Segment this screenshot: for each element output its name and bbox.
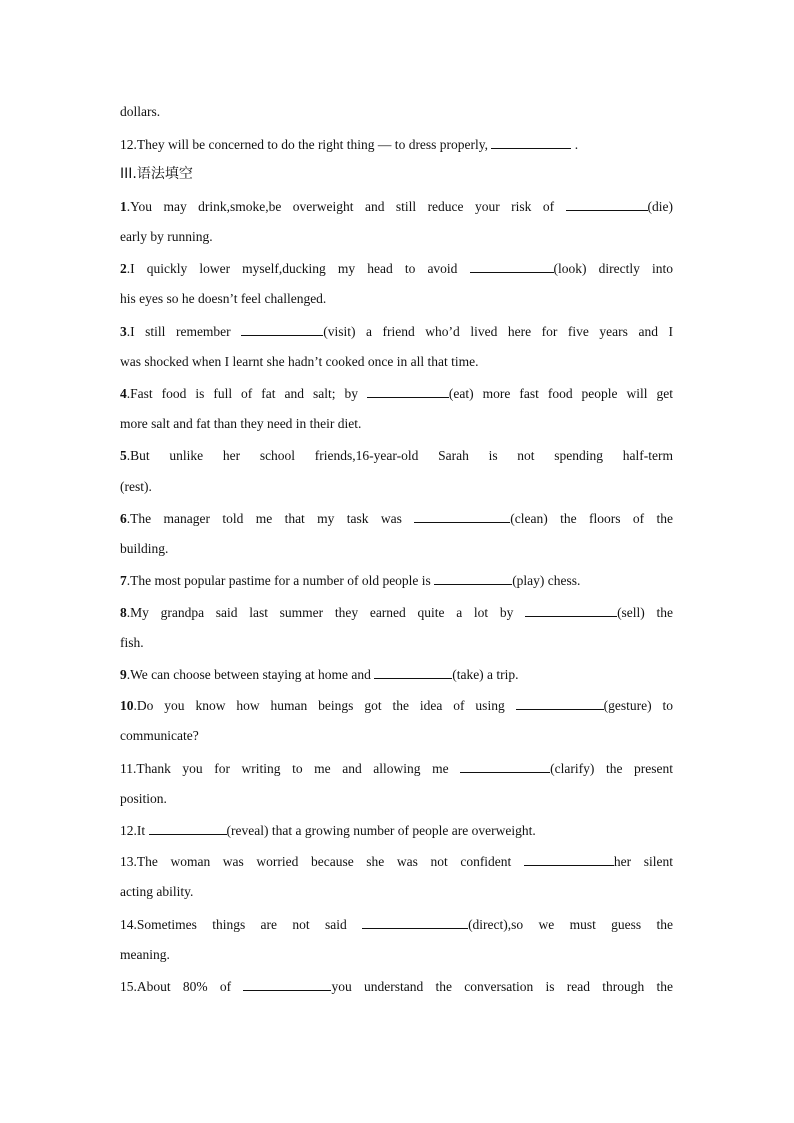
question-8-continuation: fish. <box>120 635 144 650</box>
question-6: 6.The manager told me that my task was (clean) the floors of the <box>120 508 673 529</box>
question-4: 4.Fast food is full of fat and salt; by (eat) more fast food people will get <box>120 383 673 404</box>
answer-blank[interactable] <box>566 196 648 211</box>
answer-blank[interactable] <box>241 321 323 336</box>
question-14-continuation: meaning. <box>120 947 170 962</box>
question-1-continuation: early by running. <box>120 229 213 244</box>
question-15: 15.About 80% of you understand the conversation is read through the <box>120 976 673 997</box>
question-11: 11.Thank you for writing to me and allowing me (clarify) the present <box>120 758 673 779</box>
answer-blank[interactable] <box>149 820 227 835</box>
question-12: 12.It (reveal) that a growing number of people are overweight. <box>120 820 673 841</box>
question-8: 8.My grandpa said last summer they earned quite a lot by (sell) the <box>120 602 673 623</box>
question-13-continuation: acting ability. <box>120 884 194 899</box>
question-13: 13.The woman was worried because she was not confident her silent <box>120 851 673 872</box>
section-heading: III.语法填空 <box>120 166 193 182</box>
question-5-continuation: (rest). <box>120 479 152 494</box>
question-14: 14.Sometimes things are not said (direct),so we must guess the <box>120 914 673 935</box>
answer-blank[interactable] <box>374 664 452 679</box>
question-2-continuation: his eyes so he doesn’t feel challenged. <box>120 291 327 306</box>
answer-blank[interactable] <box>243 976 331 991</box>
answer-blank[interactable] <box>414 508 510 523</box>
question-11-continuation: position. <box>120 791 167 806</box>
answer-blank[interactable] <box>460 758 550 773</box>
question-3: 3.I still remember (visit) a friend who’d lived here for five years and I <box>120 321 673 342</box>
question-1: 1.You may drink,smoke,be overweight and still reduce your risk of (die) <box>120 196 673 217</box>
answer-blank[interactable] <box>367 383 449 398</box>
question-10-continuation: communicate? <box>120 728 199 743</box>
previous-question-12: 12.They will be concerned to do the right thing — to dress properly, . <box>120 134 673 155</box>
question-3-continuation: was shocked when I learnt she hadn’t cooked once in all that time. <box>120 354 479 369</box>
answer-blank[interactable] <box>362 914 468 929</box>
question-10: 10.Do you know how human beings got the idea of using (gesture) to <box>120 695 673 716</box>
answer-blank[interactable] <box>524 851 614 866</box>
answer-blank[interactable] <box>470 258 554 273</box>
question-9: 9.We can choose between staying at home and (take) a trip. <box>120 664 673 685</box>
previous-section-tail: dollars. <box>120 104 161 119</box>
answer-blank[interactable] <box>434 570 512 585</box>
answer-blank[interactable] <box>491 134 571 149</box>
question-6-continuation: building. <box>120 541 169 556</box>
question-2: 2.I quickly lower myself,ducking my head to avoid (look) directly into <box>120 258 673 279</box>
answer-blank[interactable] <box>525 602 617 617</box>
question-5: 5.But unlike her school friends,16-year-old Sarah is not spending half-term <box>120 448 673 463</box>
answer-blank[interactable] <box>516 695 604 710</box>
question-7: 7.The most popular pastime for a number of old people is (play) chess. <box>120 570 673 591</box>
question-4-continuation: more salt and fat than they need in their diet. <box>120 416 362 431</box>
